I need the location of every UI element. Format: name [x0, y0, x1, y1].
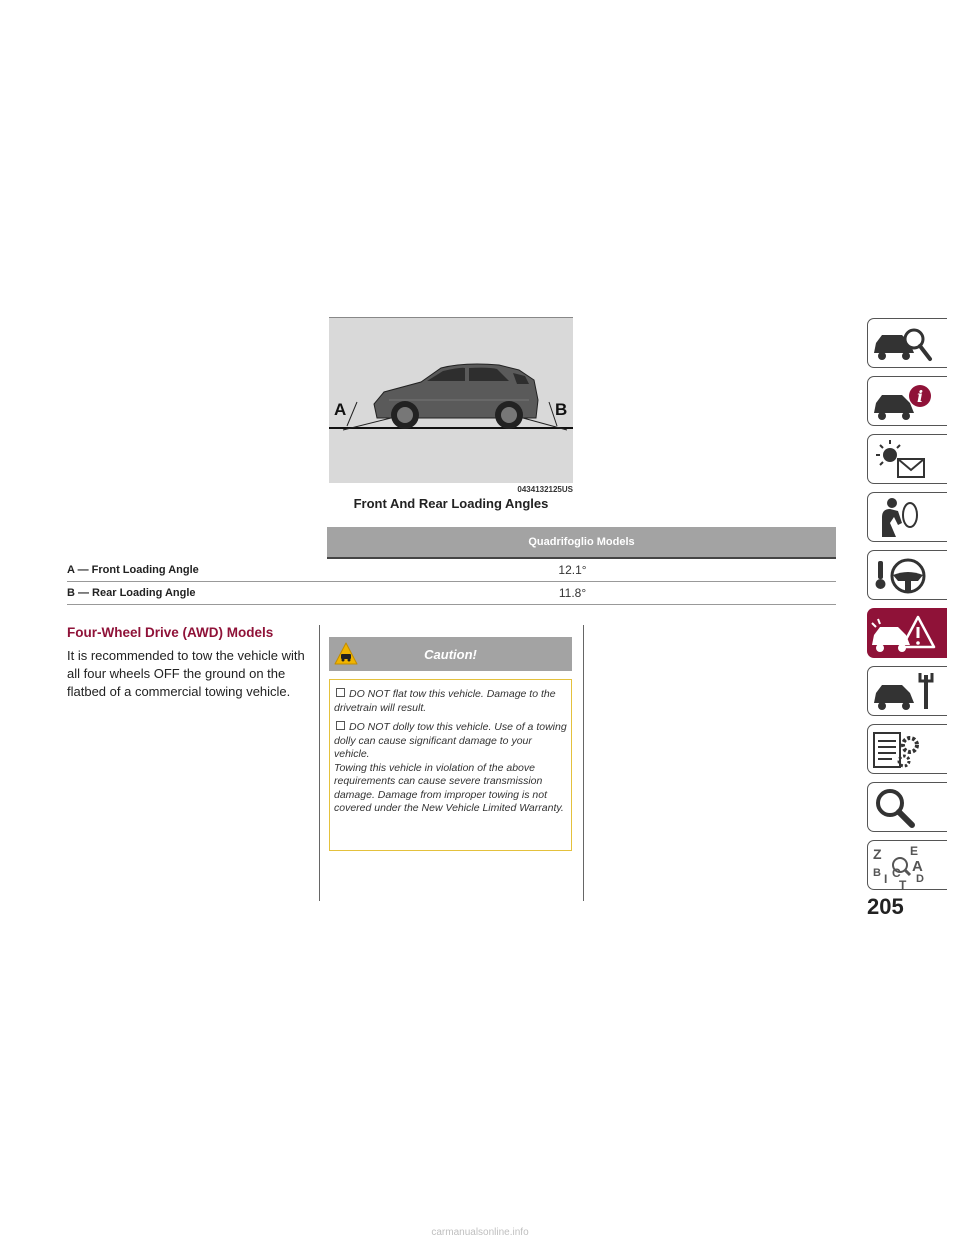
row-value: 11.8°: [327, 582, 836, 605]
svg-text:i: i: [916, 387, 924, 406]
caution-note: Towing this vehicle in violation of the above requirements can cause severe transmission damage. Damage from improper towing is not covered under the New Vehicle Limited Warranty.: [334, 761, 564, 814]
car-search-icon: [868, 319, 947, 368]
tab-car-search[interactable]: [867, 318, 947, 368]
tab-technical-specifications[interactable]: [867, 724, 947, 774]
tab-servicing-maintenance[interactable]: [867, 666, 947, 716]
tab-car-info[interactable]: [867, 376, 947, 426]
tab-lights-messages[interactable]: [867, 434, 947, 484]
light-message-icon: [868, 435, 947, 484]
loading-angle-table: [67, 527, 836, 605]
caution-title: Caution!: [424, 646, 477, 662]
svg-text:B: B: [873, 867, 881, 879]
row-label: A — Front Loading Angle: [67, 558, 327, 582]
svg-text:E: E: [910, 844, 919, 858]
section-title: Four-Wheel Drive (AWD) Models: [67, 625, 274, 640]
svg-text:A: A: [912, 858, 923, 875]
car-wrench-icon: [868, 667, 947, 716]
caution-box: [329, 637, 572, 853]
figure-code: 0434132125US: [517, 485, 573, 494]
page-number: 205: [867, 894, 904, 919]
car-warning-icon: [868, 609, 947, 658]
checkbox-bullet-icon: [336, 721, 345, 730]
svg-text:D: D: [916, 873, 924, 885]
caution-item: [334, 721, 567, 762]
caution-header: [329, 637, 572, 671]
svg-text:I: I: [884, 872, 888, 886]
checkbox-bullet-icon: [336, 688, 345, 697]
caution-content: [329, 679, 572, 851]
magnifier-icon: [868, 783, 947, 832]
index-letters-icon: [868, 841, 947, 890]
document-gears-icon: [868, 725, 947, 774]
loading-angles-figure: [329, 317, 573, 483]
rear-angle-marker: B: [555, 400, 568, 419]
caution-item-text: DO NOT dolly tow this vehicle. Use of a towing dolly can cause significant damage to your vehicle.: [334, 721, 567, 760]
car-info-icon: [868, 377, 947, 426]
row-value: 12.1°: [327, 558, 836, 582]
car-side-illustration: [329, 318, 573, 483]
tab-safety[interactable]: [867, 492, 947, 542]
table-row: [67, 558, 836, 582]
warning-car-icon: [334, 642, 358, 666]
column-divider: [583, 625, 584, 901]
column-header: Quadrifoglio Models: [327, 527, 836, 558]
section-body: It is recommended to tow the vehicle with all four wheels OFF the ground on the flatbed of a commercial towing vehicle.: [67, 648, 305, 699]
caution-item-text: DO NOT flat tow this vehicle. Damage to the drivetrain will result.: [334, 688, 556, 714]
tab-index[interactable]: [867, 840, 947, 890]
column-divider: [319, 625, 320, 901]
tab-multimedia[interactable]: [867, 782, 947, 832]
key-steering-wheel-icon: [868, 551, 947, 600]
table-row: [67, 582, 836, 605]
tab-starting-driving[interactable]: [867, 550, 947, 600]
seat-airbag-icon: [868, 493, 947, 542]
svg-text:Z: Z: [873, 846, 882, 862]
watermark: carmanualsonline.info: [431, 1227, 529, 1238]
tab-in-case-of-emergency[interactable]: [867, 608, 947, 658]
row-label: B — Rear Loading Angle: [67, 582, 327, 605]
table-corner: [67, 527, 327, 558]
svg-text:T: T: [899, 878, 907, 890]
caution-item: [334, 688, 567, 715]
svg-text:C: C: [892, 866, 901, 880]
front-angle-marker: A: [334, 400, 347, 419]
figure-caption: Front And Rear Loading Angles: [353, 496, 549, 511]
